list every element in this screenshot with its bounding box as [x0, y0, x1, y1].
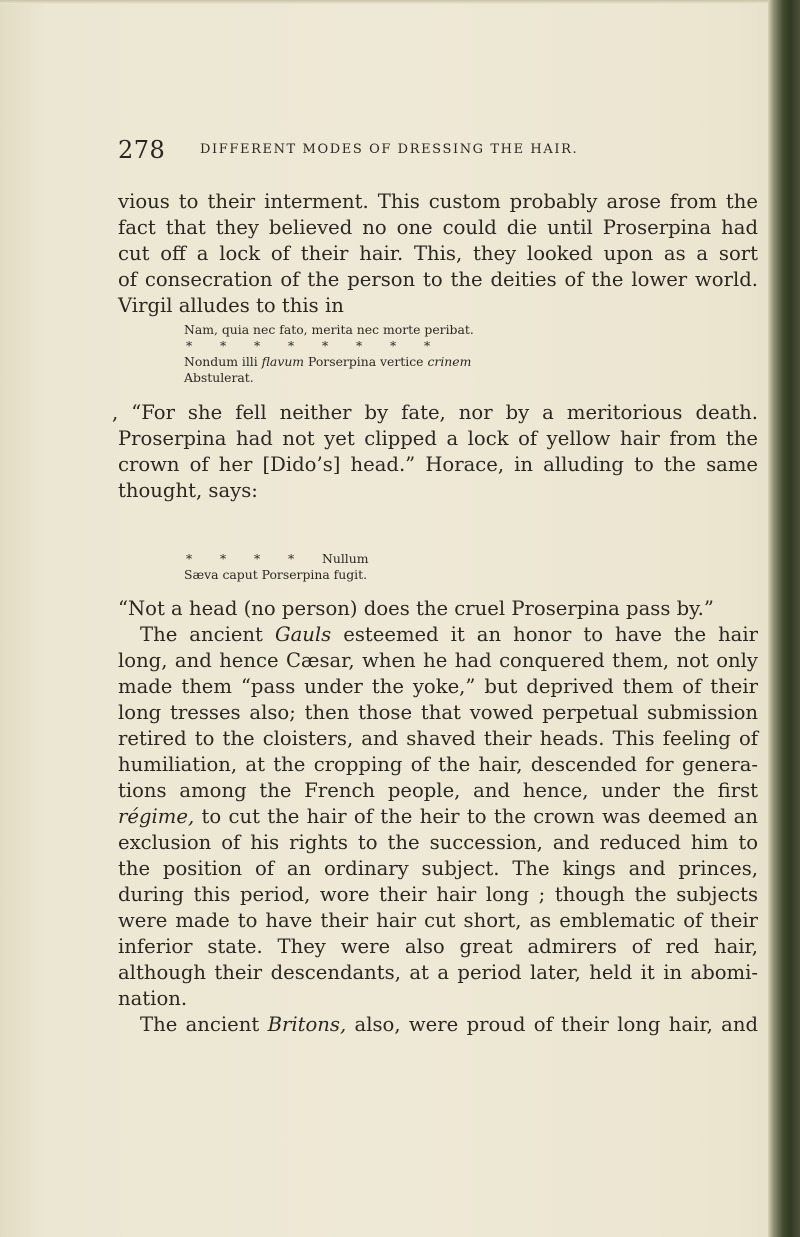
text-line: cut off a lock of their hair. This, they looked upon as a sort — [118, 242, 758, 265]
quote-line — [184, 551, 368, 567]
text-italic: régime, — [118, 805, 195, 828]
text-line: long tresses also; then those that vowed perpetual submission — [118, 701, 758, 724]
star: * — [288, 551, 295, 566]
text-line: inferior state. They were also great admirers of red hair, — [118, 935, 758, 958]
text-span: to cut the hair of the heir to the crown was deemed an — [194, 805, 758, 828]
text-line: vious to their interment. This custom probably arose from the — [118, 190, 758, 213]
text-line: , “For she fell neither by fate, nor by a meritorious death. — [112, 401, 758, 424]
star: * — [254, 551, 261, 566]
paragraph-1 — [118, 189, 758, 319]
paragraph-2 — [112, 400, 758, 504]
page-number: 278 — [118, 136, 166, 164]
text-line: made them “pass under the yoke,” but deprived them of their — [118, 675, 758, 698]
star: * — [220, 338, 227, 353]
text-line: nation. — [118, 987, 188, 1010]
text-span: esteemed it an honor to have the hair — [331, 623, 759, 646]
running-head: DIFFERENT MODES OF DRESSING THE HAIR. — [200, 142, 579, 157]
paragraph-5-first-line — [118, 1012, 758, 1038]
star: * — [254, 338, 261, 353]
quote-text: Porserpina vertice — [304, 354, 428, 369]
text-line: exclusion of his rights to the succession, and reduced him to — [118, 831, 758, 854]
text-line: Proserpina had not yet clipped a lock of yellow hair from the — [118, 427, 758, 450]
text-line: were made to have their hair cut short, as emblematic of their — [118, 909, 758, 932]
text-line: although their descendants, at a period later, held it in abomi- — [118, 961, 758, 984]
quote-line: Sæva caput Porserpina fugit. — [184, 567, 368, 582]
star: * — [220, 551, 227, 566]
text-line: retired to the cloisters, and shaved their heads. This feeling of — [118, 727, 758, 750]
quote-italic: flavum — [261, 354, 305, 369]
latin-quote-virgil — [184, 322, 474, 386]
text-line: thought, says: — [118, 479, 258, 502]
star: * — [356, 338, 363, 353]
text-line: fact that they believed no one could die until Proserpina had — [118, 216, 758, 239]
text-span: The ancient — [140, 1013, 268, 1036]
text-line: crown of her [Dido’s] head.” Horace, in alluding to the same — [118, 453, 758, 476]
text-italic: Gauls — [274, 623, 332, 646]
text-line — [118, 804, 758, 830]
text-line: long, and hence Cæsar, when he had conquered them, not only — [118, 649, 758, 672]
star: * — [424, 338, 431, 353]
text-span: The ancient — [140, 623, 275, 646]
latin-quote-horace — [184, 551, 368, 583]
page-top-edge — [0, 0, 770, 4]
quote-text: Nondum illi — [184, 354, 262, 369]
text-span: also, were proud of their long hair, and — [346, 1013, 758, 1036]
star: * — [288, 338, 295, 353]
text-line: the position of an ordinary subject. The kings and princes, — [118, 857, 758, 880]
text-line: humiliation, at the cropping of the hair, descended for genera- — [118, 753, 758, 776]
ellipsis-stars — [184, 338, 474, 354]
paragraph-3 — [118, 596, 758, 622]
star: * — [186, 338, 193, 353]
star: * — [390, 338, 397, 353]
quote-line: Abstulerat. — [184, 370, 254, 385]
text-italic: Britons, — [267, 1013, 347, 1036]
book-spine-edge — [768, 0, 800, 1237]
star: * — [186, 551, 193, 566]
text-line: Virgil alludes to this in — [118, 294, 344, 317]
text-line: “Not a head (no person) does the cruel Proserpina pass by.” — [118, 597, 714, 620]
page-header — [118, 136, 718, 168]
paragraph-4 — [118, 622, 758, 1038]
quote-line: Nam, quia nec fato, merita nec morte peribat. — [184, 322, 474, 337]
text-line — [118, 622, 758, 648]
quote-line — [184, 354, 474, 370]
quote-text: Nullum — [322, 551, 369, 566]
text-line: during this period, wore their hair long ; though the subjects — [118, 883, 758, 906]
text-line: tions among the French people, and hence, under the first — [118, 779, 758, 802]
text-line: of consecration of the person to the deities of the lower world. — [118, 268, 758, 291]
star: * — [322, 338, 329, 353]
quote-italic: crinem — [427, 354, 472, 369]
